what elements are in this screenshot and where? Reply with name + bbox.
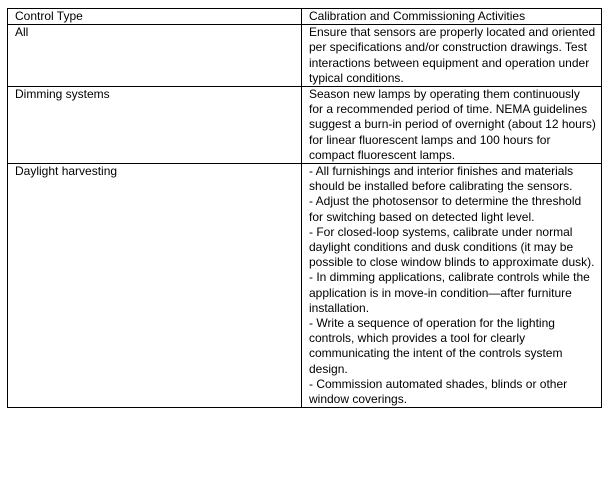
calibration-table bbox=[7, 8, 602, 408]
activity-text: Ensure that sensors are properly located and oriented per specifications and/or construction drawings. Test interactions between equipment and operation under typical conditions. bbox=[309, 25, 596, 85]
activity-text: - In dimming applications, calibrate controls while the application is in move-in condition—after furniture installation. bbox=[309, 270, 590, 315]
activity-text: - Write a sequence of operation for the lighting controls, which provides a tool for clearly communicating the intent of the controls system design. bbox=[309, 316, 563, 376]
table-row bbox=[8, 25, 602, 87]
activities-cell bbox=[302, 87, 602, 164]
table-row bbox=[8, 87, 602, 164]
control-type-cell: Dimming systems bbox=[8, 87, 302, 164]
activity-text: - Commission automated shades, blinds or other window coverings. bbox=[309, 376, 568, 407]
header-activities: Calibration and Commissioning Activities bbox=[302, 9, 602, 25]
activities-cell bbox=[302, 164, 602, 408]
activities-cell bbox=[302, 25, 602, 87]
control-type-cell: Daylight harvesting bbox=[8, 164, 302, 408]
header-control-type: Control Type bbox=[8, 9, 302, 25]
activity-text: - All furnishings and interior finishes and materials should be installed before calibrating the sensors. bbox=[309, 164, 574, 194]
activity-text: - For closed-loop systems, calibrate under normal daylight conditions and dusk conditions (it may be possible to close window blinds to approximate dusk). bbox=[309, 224, 595, 270]
table-header-row bbox=[8, 9, 602, 25]
activity-text: - Adjust the photosensor to determine the threshold for switching based on detected light level. bbox=[309, 194, 582, 224]
activity-text: Season new lamps by operating them continuously for a recommended period of time. NEMA guidelines suggest a burn-in period of overnight (about 12 hours) for linear fluorescent lamps and 100 hours for compact fluorescent lamps. bbox=[309, 87, 596, 162]
control-type-cell: All bbox=[8, 25, 302, 87]
table-row bbox=[8, 164, 602, 408]
